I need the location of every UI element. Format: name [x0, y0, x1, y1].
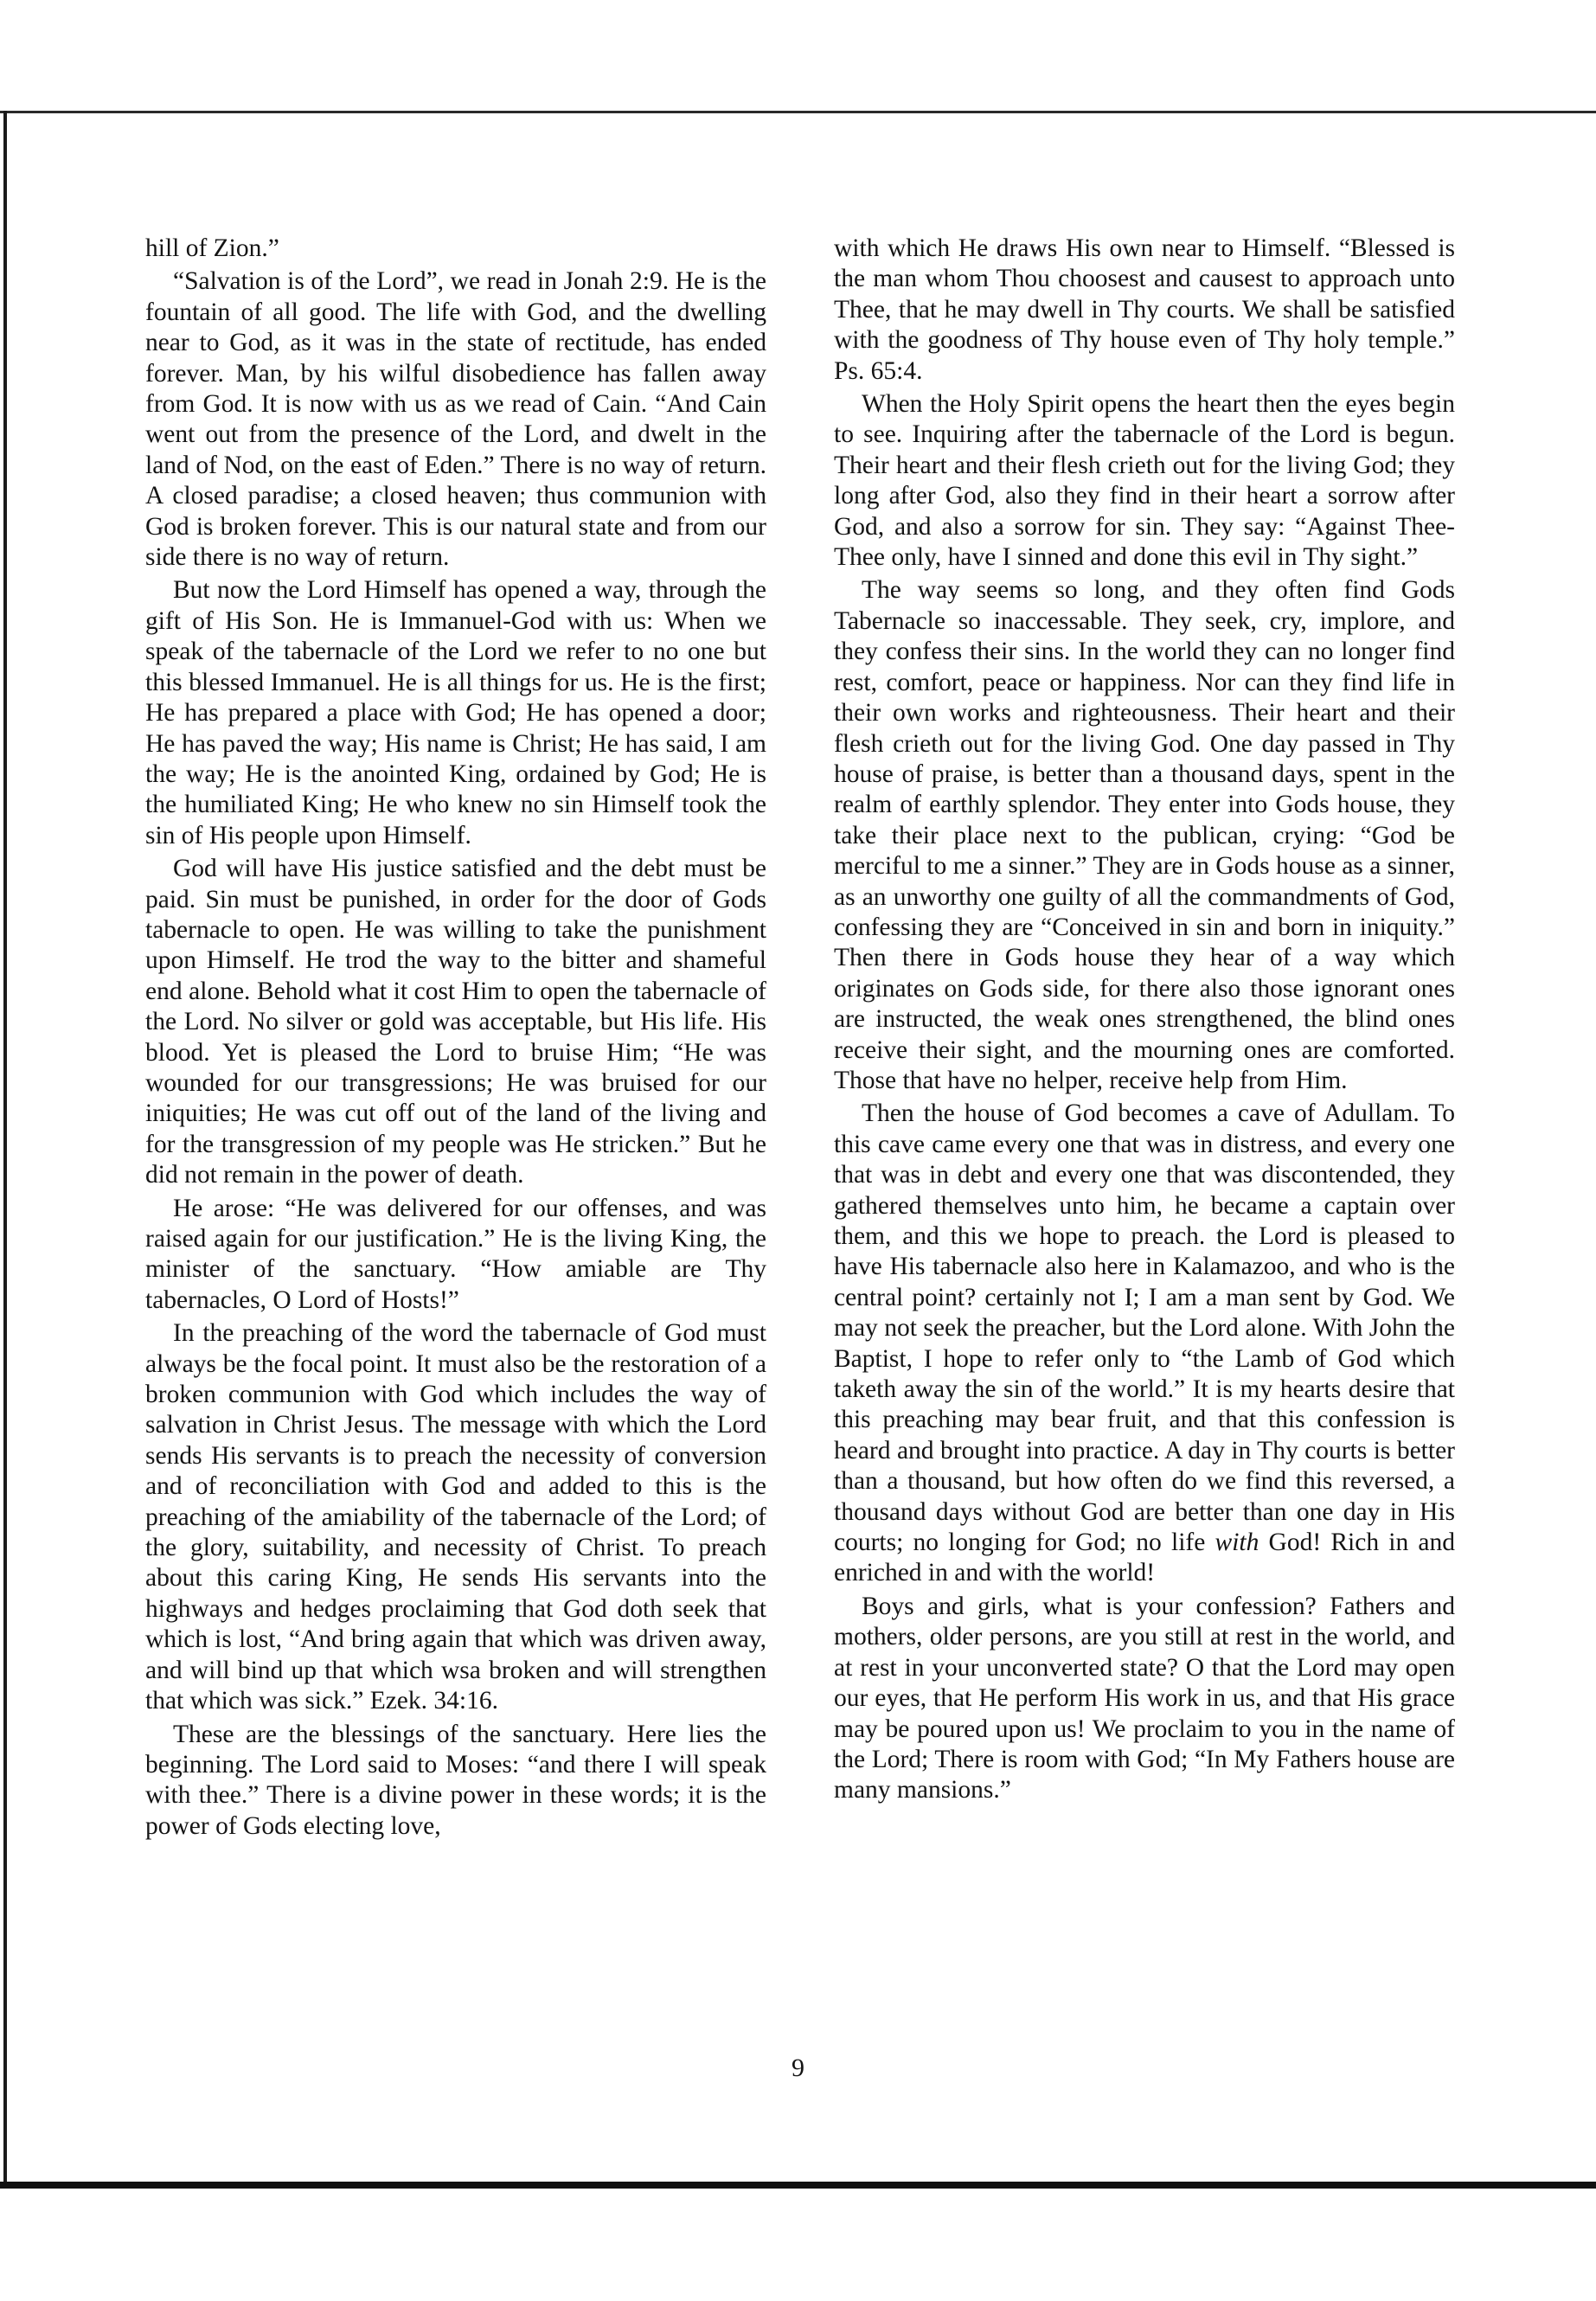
right-column	[834, 234, 1455, 1809]
paragraph: These are the blessings of the sanctuary. Here lies the beginning. The Lord said to Moses: “and there I will speak with thee.” There is a divine power in these words; it is the power of Gods electing love,	[145, 1720, 766, 1840]
emphasis-text: with	[1215, 1529, 1259, 1557]
paragraph: Boys and girls, what is your confession? Fathers and mothers, older persons, are you still at rest in the world, and at rest in your unconverted state? O that the Lord may open our eyes, that He perform His work in us, and that His grace may be poured upon us! We proclaim to you in the name of the Lord; There is room with God; “In My Fathers house are many mansions.”	[834, 1592, 1455, 1804]
paragraph-text: God! Rich in and enriched in and with the world!	[834, 1529, 1456, 1587]
paragraph: In the preaching of the word the tabernacle of God must always be the focal point. It must also be the restoration of a broken communion with God which includes the way of salvation in Christ Jesus. The message with which the Lord sends His servants is to preach the necessity of conversion and of reconciliation with God and added to this is the preaching of the amiability of the tabernacle of the Lord; of the glory, suitability, and necessity of Christ. To preach about this caring King, He sends His servants into the highways and hedges proclaiming that God doth seek that which is lost, “And bring again that which was driven away, and will bind up that which wsa broken and will strengthen that which was sick.” Ezek. 34:16.	[145, 1319, 766, 1715]
paragraph: When the Holy Spirit opens the heart then the eyes begin to see. Inquiring after the tabernacle of the Lord is begun. Their heart and their flesh crieth out for the living God; they long after God, also they find in their heart a sorrow after God, and also a sorrow for sin. They say: “Against Thee-Thee only, have I sinned and done this evil in Thy sight.”	[834, 390, 1455, 572]
paragraph: The way seems so long, and they often find Gods Tabernacle so inaccessable. They seek, cry, implore, and they confess their sins. In the world they can no longer find rest, comfort, peace or happiness. Nor can they find life in their own works and righteousness. Their heart and their flesh crieth out for the living God. One day passed in Thy house of praise, is better than a thousand days, spent in the realm of earthly splendor. They enter into Gods house, they take their place next to the publican, crying: “God be merciful to me a sinner.” They are in Gods house as a sinner, as an unworthy one guilty of all the commandments of God, confessing they are “Conceived in sin and born in iniquity.” Then there in Gods house they hear of a way which originates on Gods side, for there also those ignorant ones are instructed, the weak ones strengthened, the blind ones receive their sight, and the mourning ones are comforted. Those that have no helper, receive help from Him.	[834, 576, 1455, 1094]
paragraph	[834, 1099, 1455, 1589]
paragraph: hill of Zion.”	[145, 234, 279, 262]
paragraph-text: Then the house of God becomes a cave of Adullam. To this cave came every one that was in distress, and every one that was in debt and every one that was discontended, they gathered themselves unto him, he became a captain over them, and this we hope to preach. the Lord is pleased to have His tabernacle also here in Kalamazoo, and who is the central point? certainly not I; I am a man sent by God. We may not seek the preacher, but the Lord alone. With John the Baptist, I hope to refer only to “the Lamb of God which taketh away the sin of the world.” It is my hearts desire that this preaching may bear fruit, and that this confession is heard and brought into practice. A day in Thy courts is better than a thousand, but how often do we find this reversed, a thousand days without God are better than one day in His courts; no longing for God; no life	[834, 1099, 1455, 1557]
paragraph: But now the Lord Himself has opened a way, through the gift of His Son. He is Immanuel-God with us: When we speak of the tabernacle of the Lord we refer to no one but this blessed Immanuel. He is all things for us. He is the first; He has prepared a place with God; He has opened a door; He has paved the way; His name is Christ; He has said, I am the way; He is the anointed King, ordained by God; He is the humiliated King; He who knew no sin Himself took the sin of His people upon Himself.	[145, 576, 766, 849]
paragraph: with which He draws His own near to Himself. “Blessed is the man whom Thou choosest and causest to approach unto Thee, that he may dwell in Thy courts. We shall be satisfied with the goodness of Thy house even of Thy holy temple.” Ps. 65:4.	[834, 234, 1455, 385]
page-bottom-rule	[0, 2182, 1596, 2189]
page-top-rule	[0, 111, 1596, 113]
paragraph: “Salvation is of the Lord”, we read in Jonah 2:9. He is the fountain of all good. The life with God, and the dwelling near to God, as it was in the state of rectitude, has ended forever. Man, by his wilful disobedience has fallen away from God. It is now with us as we read of Cain. “And Cain went out from the presence of the Lord, and dwelt in the land of Nod, on the east of Eden.” There is no way of return. A closed paradise; a closed heaven; thus communion with God is broken forever. This is our natural state and from our side there is no way of return.	[145, 267, 766, 572]
page-left-edge	[3, 111, 7, 2187]
left-column	[145, 234, 766, 1844]
page-number: 9	[792, 2054, 804, 2082]
paragraph: He arose: “He was delivered for our offenses, and was raised again for our justification.” He is the living King, the minister of the sanctuary. “How amiable are Thy tabernacles, O Lord of Hosts!”	[145, 1194, 766, 1314]
paragraph: God will have His justice satisfied and the debt must be paid. Sin must be punished, in order for the door of Gods tabernacle to open. He was willing to take the punishment upon Himself. He trod the way to the bitter and shameful end alone. Behold what it cost Him to open the tabernacle of the Lord. No silver or gold was acceptable, but His life. His blood. Yet is pleased the Lord to bruise Him; “He was wounded for our transgressions; He was bruised for our iniquities; He was cut off out of the land of the living and for the transgression of my people was He stricken.” But he did not remain in the power of death.	[145, 855, 766, 1189]
